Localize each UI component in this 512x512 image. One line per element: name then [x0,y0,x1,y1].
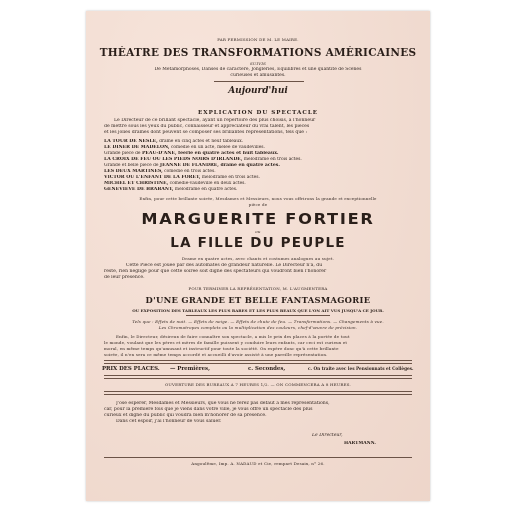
closing-line: car, pour la première fois que je viens dans votre ville, je vous offre un spectacle des plus [104,407,313,412]
le-directeur: Le Directeur, [312,433,343,438]
intro-line: et les jolies drames dont peuvent se composer ses brillantes représentations, tels que : [104,130,307,135]
divider-rule [104,457,412,458]
subtitle-line-1: De Métamorphoses, Danses de caractère, Jongleries, Équilibres et une quantité de Scènes [154,67,362,72]
effets-line: Tels que : Effets de nuit. — Effets de neige. — Effets de chute de feu. — Transformations. — Changements à vue. [132,319,384,324]
fantasmagorie-heading: D'UNE GRANDE ET BELLE FANTASMAGORIE [145,295,371,305]
repertoire-item: VICTOR OU L'ENFANT DE LA FORÊT, mélodrame en trois actes. [104,175,260,180]
pour-line: POUR TERMINER LA REPRÉSENTATION, M. L'AUGMENTERA [188,286,328,291]
marguerite-title: MARGUERITE FORTIER [141,210,375,228]
final-line: le monde, voulant que les pères et mères de famille puissent y conduire leurs enfants, car ceci est curieux et [104,340,348,345]
divider-rule [214,81,304,82]
double-rule [104,360,412,364]
closing-line: curieux et digne du public qui voudra bien m'honorer de sa présence. [104,413,267,418]
repertoire-item: Grande pièce de PEAU-D'ANE, féerie en quatre actes et huit tableaux. [104,151,279,156]
double-rule [104,391,412,395]
prix-label: PRIX DES PLACES. [102,366,160,372]
divider-rule [186,315,330,316]
repertoire-item: Grande et belle pièce de JEANNE DE FLANDRE, drame en quatre actes. [104,163,280,168]
poster-sheet [86,11,430,501]
suivi-line: SUIVIS [249,61,267,66]
poster-title: THÉATRE DES TRANSFORMATIONS AMÉRICAINES [99,46,417,59]
intro-line: de mettre sous les yeux du public, connaisseur et appréciateur du vrai talent, les pièces [104,124,310,129]
repertoire-item: GENEVIÈVE DE BRABANT, mélodrame en quatre actes. [104,187,238,192]
aujourdhui-heading: Aujourd'hui [228,86,288,96]
prix-secondes: c. Secondes, [248,366,286,372]
final-line: soirée, il n'en sera ce même temps accordé et accueilli d'avoir assisté à une pareille représentation. [104,352,328,357]
closing-line: Dans cet espoir, j'ai l'honneur de vous saluer. [116,419,222,424]
ou-word: ou [255,229,261,234]
cette-line: Cette Pièce est jouée par des automates de grandeur naturelle. Le Directeur n'a, du [126,263,323,268]
double-rule [104,375,412,379]
subtitle-line-2: curieuses et amusantes. [230,73,286,78]
repertoire-item: MICHEL ET CHRISTINE, comédie-vaudeville en deux actes. [104,181,246,186]
effets-line: Les Chromatropes complets ou la multiplication des couleurs, chef-d'œuvre de précision. [158,325,358,330]
final-line: Enfin, le Directeur, désireux de faire connaître son spectacle, a mis le prix des places à la portée de tout [116,334,350,339]
permission-line: PAR PERMISSION DE M. LE MAIRE. [217,37,299,42]
imprint-line: Angoulême, Imp. A. NADAUD et Cie, rempart Desaix, n° 26. [191,461,325,466]
repertoire-item: LE DINER DE MADELON, comédie en un acte, mêlée de vaudevilles. [104,145,265,150]
cette-line: reste, rien négligé pour que cette soirée soit digne des spectateurs qui voudront bien l'honorer [104,269,327,274]
explication-heading: EXPLICATION DU SPECTACLE [197,110,319,116]
enfin-line: Enfin, pour cette brillante soirée, Mesdames et Messieurs, nous vous offrirons la grande et exceptionnelle [139,196,377,201]
signature: HARTMANN. [344,441,376,446]
cette-line: de leur présence. [104,275,145,280]
intro-line: Le Directeur de ce brillant spectacle, ayant un répertoire des plus choisis, a l'honneur [114,118,316,123]
prix-enfants: c. On traite avec les Pensionnats et Collèges. [308,366,414,371]
repertoire-item: LES DEUX MARTINES, comédie en trois actes. [104,169,216,174]
final-line: moral, en même temps qu'amusant et instructif pour toute la société. On espère donc qu'à cette brillante [104,346,339,351]
repertoire-item: LA CROIX DE FEU OU LES PIEDS NOIRS D'IRLANDE, mélodrame en trois actes. [104,157,302,162]
exposition-line: OU EXPOSITION DES TABLEAUX LES PLUS RARES ET LES PLUS BEAUX QUE L'ON AIT VUS JUSQU'A CE JOUR. [132,308,384,313]
closing-line: J'ose espérer, Mesdames et Messieurs, que vous ne ferez pas défaut à mes représentations, [116,401,330,406]
ouverture-line: OUVERTURE DES BUREAUX A 7 HEURES 1/2. — ON COMMENCERA A 8 HEURES. [164,382,352,387]
prix-premieres: — Premières, [170,366,210,372]
enfin-line: pièce de [248,202,268,207]
fille-title: LA FILLE DU PEUPLE [170,235,346,251]
drame-line: Drame en quatre actes, avec chants et costumes analogues au sujet. [181,256,335,261]
repertoire-item: LA TOUR DE NESLE, drame en cinq actes et neuf tableaux. [104,139,244,144]
